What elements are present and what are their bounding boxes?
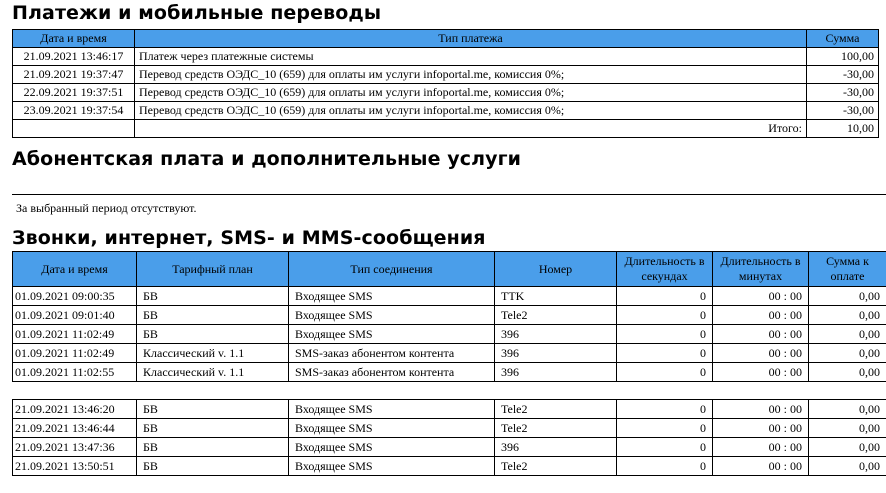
call-tariff: БВ [137,438,289,457]
call-datetime: 01.09.2021 09:01:40 [13,306,137,325]
call-duration-minutes: 00 : 00 [713,287,809,306]
call-duration-seconds: 0 [617,287,713,306]
payment-type: Перевод средств ОЭДС_10 (659) для оплаты им услуги infoportal.me, комиссия 0%; [135,84,807,102]
call-sum: 0,00 [809,306,886,325]
call-sum: 0,00 [809,400,886,419]
call-duration-seconds: 0 [617,363,713,382]
call-number: Tele2 [495,457,617,476]
call-sum: 0,00 [809,457,886,476]
call-connection-type: Входящее SMS [289,400,495,419]
payments-header-row [13,30,879,48]
call-number: 396 [495,438,617,457]
call-tariff: БВ [137,287,289,306]
call-sum: 0,00 [809,363,886,382]
call-tariff: Классический v. 1.1 [137,344,289,363]
call-number: TTK [495,287,617,306]
call-connection-type: SMS-заказ абонентом контента [289,363,495,382]
call-tariff: Классический v. 1.1 [137,363,289,382]
call-connection-type: Входящее SMS [289,306,495,325]
call-datetime: 21.09.2021 13:46:44 [13,419,137,438]
call-duration-minutes: 00 : 00 [713,325,809,344]
subscription-divider [12,194,886,195]
call-duration-seconds: 0 [617,457,713,476]
call-connection-type: Входящее SMS [289,438,495,457]
call-duration-seconds: 0 [617,325,713,344]
payment-datetime: 22.09.2021 19:37:51 [13,84,135,102]
call-datetime: 01.09.2021 11:02:49 [13,325,137,344]
call-datetime: 21.09.2021 13:47:36 [13,438,137,457]
call-duration-seconds: 0 [617,344,713,363]
call-connection-type: SMS-заказ абонентом контента [289,344,495,363]
call-row [13,306,886,325]
payment-type: Перевод средств ОЭДС_10 (659) для оплаты им услуги infoportal.me, комиссия 0%; [135,102,807,120]
payment-amount: -30,00 [807,66,879,84]
call-row [13,325,886,344]
call-duration-minutes: 00 : 00 [713,419,809,438]
payment-row [13,66,879,84]
payment-amount: -30,00 [807,84,879,102]
payment-row [13,84,879,102]
call-sum: 0,00 [809,438,886,457]
payment-datetime: 23.09.2021 19:37:54 [13,102,135,120]
call-tariff: БВ [137,457,289,476]
call-row [13,457,886,476]
call-duration-seconds: 0 [617,306,713,325]
payments-total-row [13,120,879,138]
call-sum: 0,00 [809,287,886,306]
payment-row [13,48,879,66]
call-duration-minutes: 00 : 00 [713,438,809,457]
call-duration-seconds: 0 [617,400,713,419]
call-number: Tele2 [495,419,617,438]
call-connection-type: Входящее SMS [289,287,495,306]
group-gap-row [13,382,886,400]
calls-header-row [13,252,886,287]
call-tariff: БВ [137,325,289,344]
group-gap [13,382,886,400]
payments-table [12,29,879,138]
call-duration-minutes: 00 : 00 [713,457,809,476]
call-duration-seconds: 0 [617,438,713,457]
call-row [13,400,886,419]
total-label: Итого: [135,120,807,138]
call-datetime: 21.09.2021 13:50:51 [13,457,137,476]
header-number: Номер [495,252,617,287]
header-duration-seconds: Длительность в секундах [617,252,713,287]
subscription-title: Абонентская плата и дополнительные услуги [12,148,522,170]
total-value: 10,00 [807,120,879,138]
calls-table [12,251,886,476]
call-sum: 0,00 [809,344,886,363]
call-tariff: БВ [137,400,289,419]
call-number: 396 [495,325,617,344]
call-connection-type: Входящее SMS [289,419,495,438]
call-sum: 0,00 [809,325,886,344]
call-duration-minutes: 00 : 00 [713,306,809,325]
call-number: 396 [495,344,617,363]
call-datetime: 01.09.2021 09:00:35 [13,287,137,306]
payment-row [13,102,879,120]
subscription-empty-note: За выбранный период отсутствуют. [16,201,197,215]
payment-amount: 100,00 [807,48,879,66]
payment-type: Платеж через платежные системы [135,48,807,66]
call-row [13,287,886,306]
call-datetime: 21.09.2021 13:46:20 [13,400,137,419]
call-duration-minutes: 00 : 00 [713,344,809,363]
call-connection-type: Входящее SMS [289,457,495,476]
total-spacer [13,120,135,138]
call-datetime: 01.09.2021 11:02:55 [13,363,137,382]
header-connection-type: Тип соединения [289,252,495,287]
header-amount: Сумма [807,30,879,48]
header-payment-type: Тип платежа [135,30,807,48]
call-row [13,438,886,457]
payment-amount: -30,00 [807,102,879,120]
header-call-datetime: Дата и время [13,252,137,287]
payment-datetime: 21.09.2021 19:37:47 [13,66,135,84]
header-duration-minutes: Длительность в минутах [713,252,809,287]
call-sum: 0,00 [809,419,886,438]
payments-title: Платежи и мобильные переводы [12,2,382,24]
payment-datetime: 21.09.2021 13:46:17 [13,48,135,66]
call-number: Tele2 [495,400,617,419]
header-datetime: Дата и время [13,30,135,48]
payment-type: Перевод средств ОЭДС_10 (659) для оплаты им услуги infoportal.me, комиссия 0%; [135,66,807,84]
call-duration-minutes: 00 : 00 [713,363,809,382]
call-datetime: 01.09.2021 11:02:49 [13,344,137,363]
call-duration-minutes: 00 : 00 [713,400,809,419]
call-connection-type: Входящее SMS [289,325,495,344]
call-tariff: БВ [137,306,289,325]
header-tariff: Тарифный план [137,252,289,287]
call-row [13,419,886,438]
call-number: Tele2 [495,306,617,325]
call-row [13,344,886,363]
call-number: 396 [495,363,617,382]
call-duration-seconds: 0 [617,419,713,438]
calls-title: Звонки, интернет, SMS- и MMS-сообщения [12,227,486,249]
call-row [13,363,886,382]
call-tariff: БВ [137,419,289,438]
header-sum-due: Сумма к оплате [809,252,886,287]
